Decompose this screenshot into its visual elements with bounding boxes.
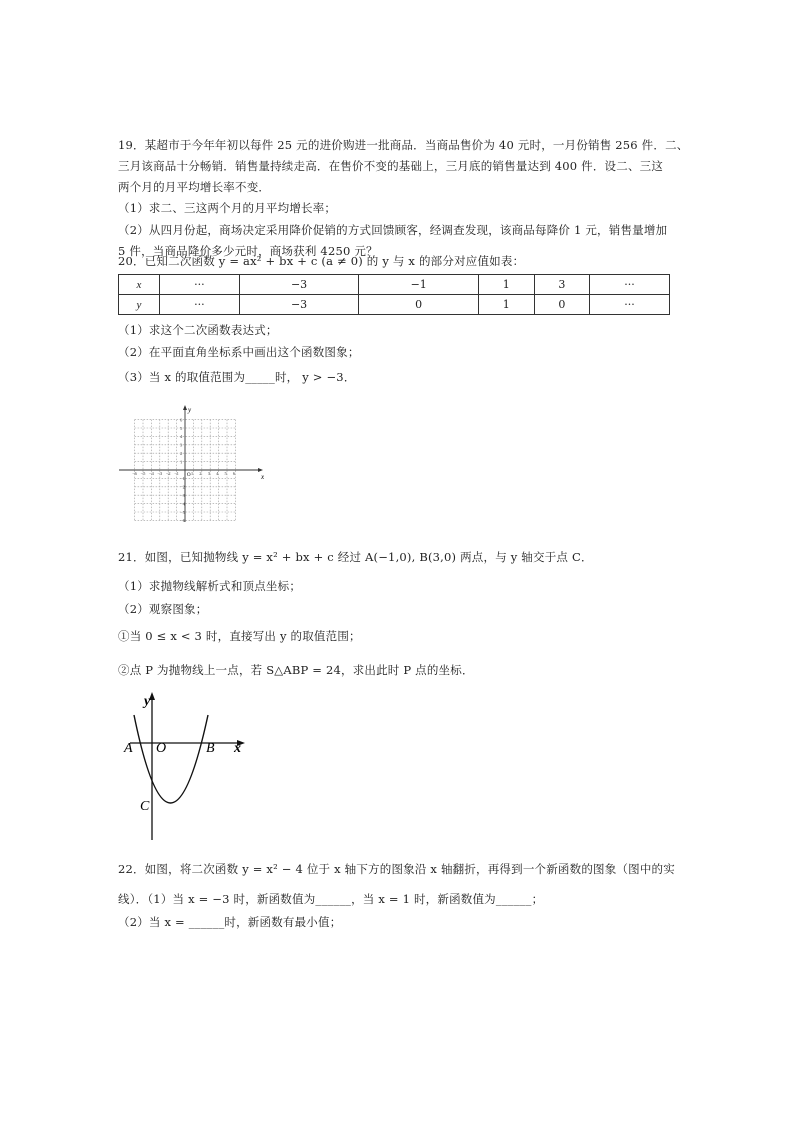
q22-line3: （2）当 x = ______时，新函数有最小值； [118, 915, 342, 929]
x-tick-label: −1 [174, 471, 179, 476]
table-cell: 1 [478, 275, 534, 295]
table-row [119, 295, 670, 315]
q19-line2: 三月该商品十分畅销．销售量持续走高．在售价不变的基础上，三月底的销售量达到 400 件．设二、三这 [118, 159, 664, 173]
y-tick-label: 4 [180, 434, 183, 440]
x-label: x [234, 741, 241, 756]
q20-part2: （2）在平面直角坐标系中画出这个函数图象； [118, 345, 360, 359]
x-tick-label: 4 [216, 471, 219, 476]
table-cell: −1 [359, 275, 479, 295]
x-tick-label: −2 [165, 471, 171, 476]
point-a-label: A [124, 741, 133, 756]
table-cell: 0 [534, 295, 590, 315]
x-tick-label: 6 [232, 471, 236, 476]
x-axis-label: x [261, 473, 265, 481]
q19-line3: 两个月的月平均增长率不变． [118, 180, 271, 194]
q20-stem: 20．已知二次函数 y = ax² + bx + c (a ≠ 0) 的 y 与 x 的部分对应值如表： [118, 254, 525, 268]
point-c-label: C [140, 799, 150, 814]
y-tick-label: 1 [180, 459, 183, 465]
table-cell: −3 [239, 295, 359, 315]
x-axis-arrow-icon [258, 468, 263, 472]
q20-value-table [118, 274, 670, 315]
table-cell: ··· [590, 295, 670, 315]
origin-label: O [156, 741, 167, 756]
q22-line1: 22．如图，将二次函数 y = x² − 4 位于 x 轴下方的图象沿 x 轴翻折，再得到一个新函数的图象（图中的实 [118, 862, 675, 876]
q21-part2: （2）观察图象； [118, 602, 208, 616]
table-row [119, 275, 670, 295]
q21-sub2: ②点 P 为抛物线上一点，若 S△ABP = 24，求出此时 P 点的坐标． [118, 663, 474, 677]
q19-part2a: （2）从四月份起，商场决定采用降价促销的方式回馈顾客，经调查发现，该商品每降价 1 元，销售量增加 [118, 223, 668, 237]
y-axis-arrow-icon [183, 405, 187, 410]
x-tick-label: −3 [157, 471, 163, 476]
x-tick-label: −4 [148, 471, 154, 476]
table-cell: ··· [159, 295, 239, 315]
y-tick-label: 3 [180, 442, 183, 448]
q19-line1: 19．某超市于今年年初以每件 25 元的进价购进一批商品．当商品售价为 40 元时，一月份销售 256 件．二、 [118, 138, 689, 152]
x-tick-label: −6 [132, 471, 137, 476]
table-cell: ··· [159, 275, 239, 295]
y-tick-label: −4 [180, 501, 185, 507]
q21-part1: （1）求抛物线解析式和顶点坐标； [118, 579, 302, 593]
q21-sub1: ①当 0 ≤ x < 3 时，直接写出 y 的取值范围； [118, 629, 361, 643]
table-cell: 0 [359, 295, 479, 315]
q21-stem: 21．如图，已知抛物线 y = x² + bx + c 经过 A(−1,0), B(3,0) 两点，与 y 轴交于点 C． [118, 550, 593, 564]
table-cell: −3 [239, 275, 359, 295]
y-tick-label: 6 [180, 417, 183, 423]
x-tick-label: 2 [199, 471, 202, 476]
table-cell: x [119, 275, 160, 295]
table-cell: 1 [478, 295, 534, 315]
y-axis-label: y [188, 406, 192, 414]
x-tick-label: 5 [224, 471, 227, 476]
y-tick-label: 2 [180, 451, 183, 456]
table-cell: 3 [534, 275, 590, 295]
q19-part1: （1）求二、三这两个月的月平均增长率； [118, 201, 337, 215]
y-tick-label: −3 [180, 493, 185, 498]
y-tick-label: −1 [180, 476, 185, 482]
x-tick-label: 3 [207, 471, 210, 476]
point-b-label: B [206, 741, 215, 756]
y-tick-label: −5 [180, 509, 185, 515]
table-cell: y [119, 295, 160, 315]
q20-coordinate-grid [115, 404, 267, 526]
table-cell: ··· [590, 275, 670, 295]
y-tick-label: −6 [180, 518, 185, 524]
origin-label: O [187, 473, 191, 478]
x-tick-label: 1 [190, 471, 194, 476]
y-label: y [144, 694, 151, 709]
q19-part2b: 5 件，当商品降价多少元时，商场获利 4250 元？ [118, 244, 378, 258]
q20-part3: （3）当 x 的取值范围为_____时， y > −3． [118, 370, 356, 384]
parabola-curve [134, 715, 208, 803]
q22-line2: 线）．（1）当 x = −3 时，新函数值为______，当 x = 1 时，新函数值为______； [118, 892, 544, 906]
x-tick-label: −5 [140, 471, 146, 476]
q20-part1: （1）求这个二次函数表达式； [118, 323, 278, 337]
y-tick-label: 5 [180, 425, 183, 431]
q21-parabola-figure [118, 688, 253, 843]
y-tick-label: −2 [180, 484, 185, 490]
